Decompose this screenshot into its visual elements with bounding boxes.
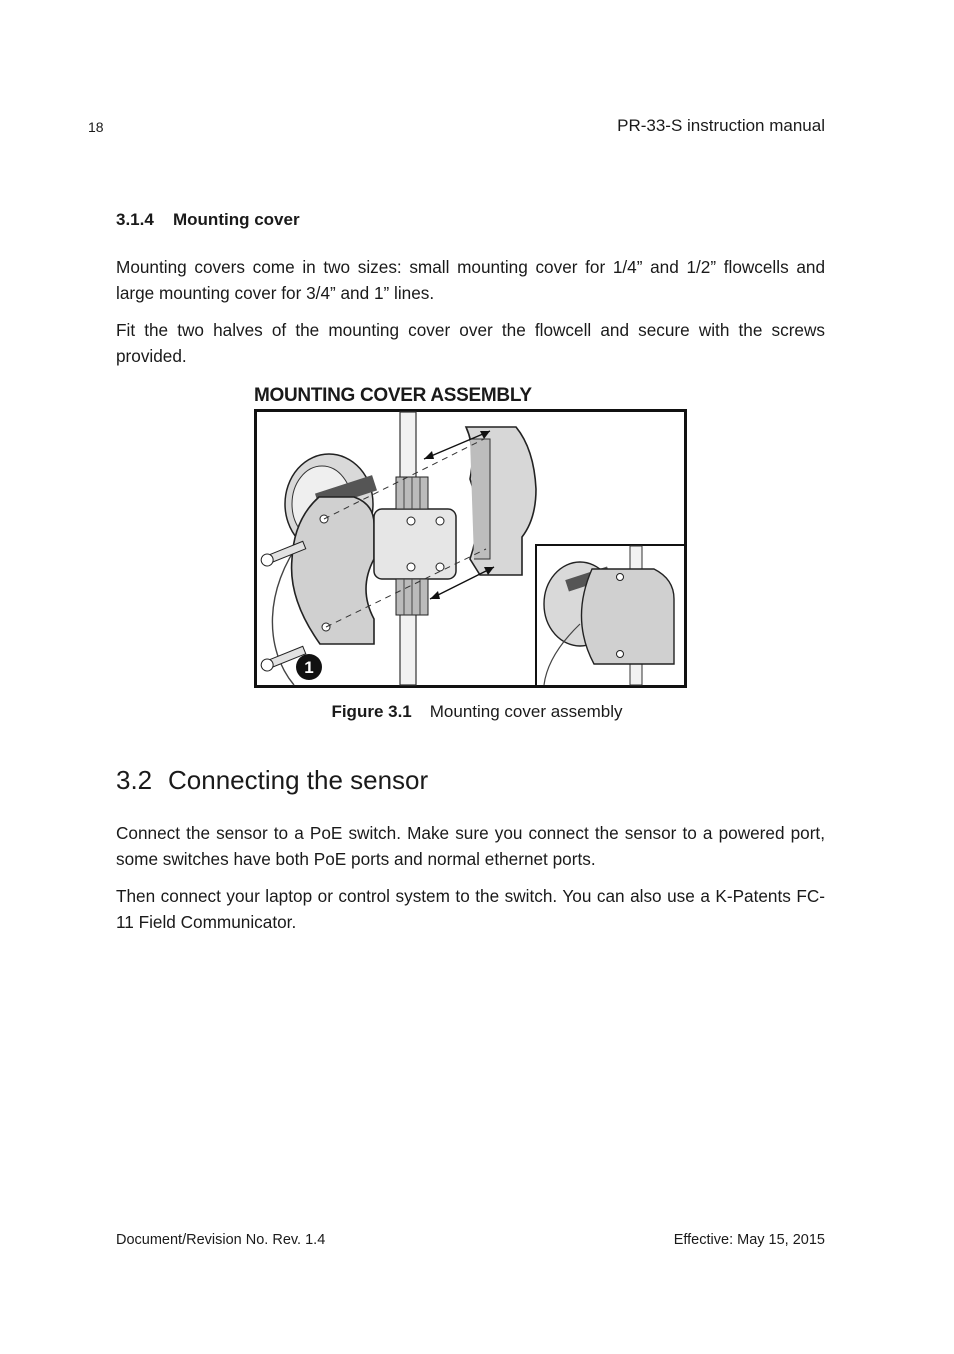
section-number: 3.2	[116, 765, 153, 795]
paragraph-fit-halves: Fit the two halves of the mounting cover over the flowcell and secure with the screws provided.	[116, 320, 825, 366]
subsection-heading	[116, 210, 300, 230]
step-marker: 1	[304, 658, 314, 677]
page-number: 18	[88, 119, 104, 135]
subsection-title: Mounting cover	[173, 210, 300, 229]
figure-illustration	[254, 409, 687, 688]
figure-title: MOUNTING COVER ASSEMBLY	[254, 385, 532, 406]
paragraph-poe-switch: Connect the sensor to a PoE switch. Make sure you connect the sensor to a powered port, some switches have both PoE ports and normal ethernet ports.	[116, 823, 825, 869]
running-header: PR-33-S instruction manual	[617, 116, 825, 135]
subsection-number: 3.1.4	[116, 210, 154, 229]
figure-caption	[0, 702, 954, 722]
section-heading	[116, 765, 428, 796]
footer-effective-date: Effective: May 15, 2015	[673, 1232, 825, 1248]
footer-document-revision: Document/Revision No. Rev. 1.4	[116, 1232, 326, 1248]
paragraph-mounting-sizes: Mounting covers come in two sizes: small mounting cover for 1/4” and 1/2” flowcells and large mounting cover for 3/4” and 1” lines.	[116, 257, 825, 303]
paragraph-connect-laptop: Then connect your laptop or control system to the switch. You can also use a K-Patents FC-11 Field Communicator.	[116, 886, 825, 932]
figure-caption-label: Figure 3.1	[331, 702, 412, 721]
section-title: Connecting the sensor	[168, 765, 429, 795]
figure-caption-text: Mounting cover assembly	[429, 702, 623, 721]
